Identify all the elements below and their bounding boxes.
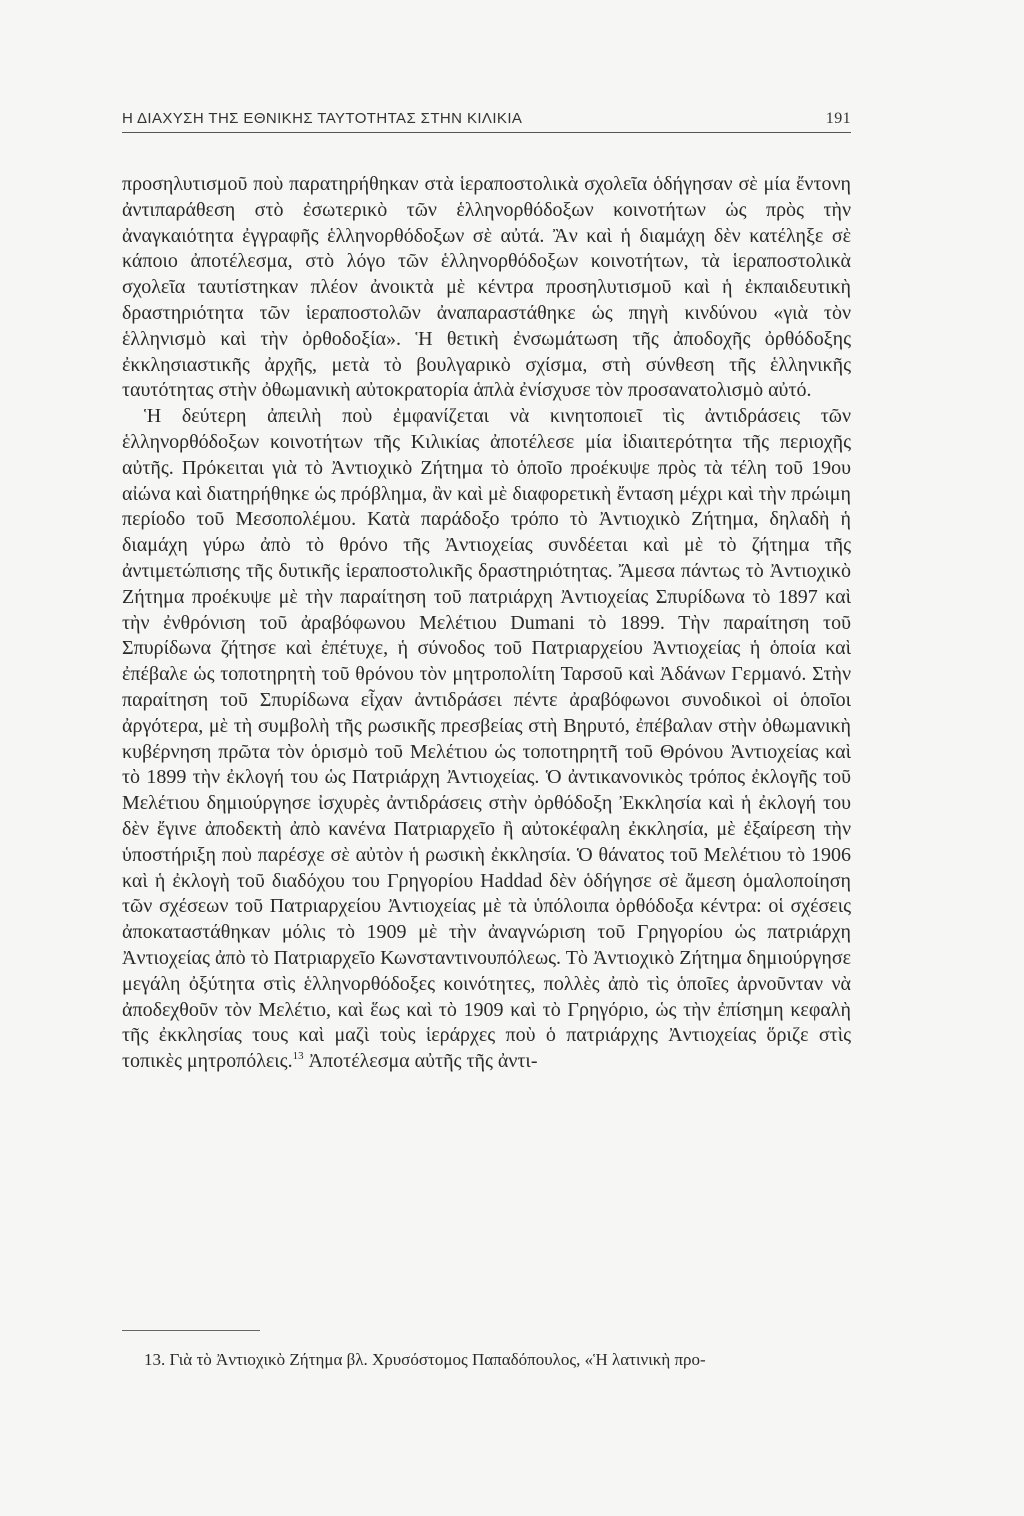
paragraph-text-tail: Ἀποτέλεσμα αὐτῆς τῆς ἀντι- [303, 1050, 538, 1073]
footnote-rule [122, 1330, 260, 1331]
header-rule [122, 132, 851, 133]
footnote-reference[interactable]: 13 [292, 1050, 304, 1063]
running-header [122, 106, 851, 132]
page-number: 191 [825, 110, 851, 127]
paragraph: προσηλυτισμοῦ ποὺ παρατηρήθηκαν στὰ ἱεραποστολικὰ σχολεῖα ὁδήγησαν σὲ μία ἔντονη ἀντιπαράθεση στὸ ἐσωτερικὸ τῶν ἑλληνορθόδοξων κοινοτήτων ὡς πρὸς τὴν ἀναγκαιότητα ἐγγραφῆς ἑλληνορθόδοξων σὲ αὐτά. Ἂν καὶ ἡ διαμάχη δὲν κατέληξε σὲ κάποιο ἀποτέλεσμα, στὸ λόγο τῶν ἑλληνορθόδοξων κοινοτήτων, τὰ ἱεραποστολικὰ σχολεῖα ταυτίστηκαν πλέον ἀνοικτὰ μὲ κέντρα προσηλυτισμοῦ καὶ ἡ ἐκπαιδευτικὴ δραστηριότητα τῶν ἱεραποστολῶν ἀναπαραστάθηκε ὡς πηγὴ κινδύνου «γιὰ τὸν ἑλληνισμὸ καὶ τὴν ὀρθοδοξία». Ἡ θετικὴ ἐνσωμάτωση τῆς ἀποδοχῆς ὀρθόδοξης ἐκκλησιαστικῆς ἀρχῆς, μετὰ τὸ βουλγαρικὸ σχίσμα, στὴ σύνθεση τῆς ἑλληνικῆς ταυτότητας στὴν ὀθωμανικὴ αὐτοκρατορία ἁπλὰ ἐνίσχυσε τὸν προσανατολισμὸ αὐτό. [122, 173, 851, 402]
paragraph [122, 404, 851, 1075]
paragraph-text: Ἡ δεύτερη ἀπειλὴ ποὺ ἐμφανίζεται νὰ κινητοποιεῖ τὶς ἀντιδράσεις τῶν ἑλληνορθόδοξων κοινοτήτων τῆς Κιλικίας ἀποτέλεσε μία ἰδιαιτερότητα τῆς περιοχῆς αὐτῆς. Πρόκειται γιὰ τὸ Ἀντιοχικὸ Ζήτημα τὸ ὁποῖο προέκυψε πρὸς τὰ τέλη τοῦ 19ου αἰώνα καὶ διατηρήθηκε ὡς πρόβλημα, ἂν καὶ μὲ διαφορετικὴ ἔνταση μέχρι καὶ τὴν πρώιμη περίοδο τοῦ Μεσοπολέμου. Κατὰ παράδοξο τρόπο τὸ Ἀντιοχικὸ Ζήτημα, δηλαδὴ ἡ διαμάχη γύρω ἀπὸ τὸ θρόνο τῆς Ἀντιοχείας συνδέεται καὶ μὲ τὸ ζήτημα τῆς ἀντιμετώπισης τῆς δυτικῆς ἱεραποστολικῆς δραστηριότητας. Ἄμεσα πάντως τὸ Ἀντιοχικὸ Ζήτημα προέκυψε μὲ τὴν παραίτηση τοῦ πατριάρχη Ἀντιοχείας Σπυρίδωνα τὸ 1897 καὶ τὴν ἐνθρόνιση τοῦ ἀραβόφωνου Μελέτιου Dumani τὸ 1899. Τὴν παραίτηση τοῦ Σπυρίδωνα ζήτησε καὶ ἐπέτυχε, ἡ σύνοδος τοῦ Πατριαρχείου Ἀντιοχείας ἡ ὁποία καὶ ἐπέβαλε ὡς τοποτηρητὴ τοῦ θρόνου τὸν μητροπολίτη Ταρσοῦ καὶ Ἀδάνων Γερμανό. Στὴν παραίτηση τοῦ Σπυρίδωνα εἶχαν ἀντιδράσει πέντε ἀραβόφωνοι συνοδικοὶ οἱ ὁποῖοι ἀργότερα, μὲ τὴ συμβολὴ τῆς ρωσικῆς πρεσβείας στὴ Βηρυτό, ἐπέβαλαν στὴν ὀθωμανικὴ κυβέρνηση πρῶτα τὸν ὁρισμὸ τοῦ Μελέτιου ὡς τοποτηρητῆ τοῦ Θρόνου Ἀντιοχείας καὶ τὸ 1899 τὴν ἐκλογή του ὡς Πατριάρχη Ἀντιοχείας. Ὁ ἀντικανονικὸς τρόπος ἐκλογῆς τοῦ Μελέτιου δημιούργησε ἰσχυρὲς ἀντιδράσεις στὴν ὀρθόδοξη Ἐκκλησία καὶ ἡ ἐκλογή του δὲν ἔγινε ἀποδεκτὴ ἀπὸ κανένα Πατριαρχεῖο ἢ αὐτοκέφαλη ἐκκλησία, μὲ ἐξαίρεση τὴν ὑποστήριξη ποὺ παρέσχε σὲ αὐτὸν ἡ ρωσικὴ ἐκκλησία. Ὁ θάνατος τοῦ Μελέτιου τὸ 1906 καὶ ἡ ἐκλογὴ τοῦ διαδόχου του Γρηγορίου Haddad δὲν ὁδήγησε σὲ ἄμεση ὁμαλοποίηση τῶν σχέσεων τοῦ Πατριαρχείου Ἀντιοχείας μὲ τὰ ὑπόλοιπα ὀρθόδοξα κέντρα: οἱ σχέσεις ἀποκαταστάθηκαν μόλις τὸ 1909 μὲ τὴν ἀναγνώριση τοῦ Γρηγορίου ὡς πατριάρχη Ἀντιοχείας ἀπὸ τὸ Πατριαρχεῖο Κωνσταντινουπόλεως. Τὸ Ἀντιοχικὸ Ζήτημα δημιούργησε μεγάλη ὀξύτητα στὶς ἑλληνορθόδοξες κοινότητες, πολλὲς ἀπὸ τὶς ὁποῖες ἀρνοῦνταν νὰ ἀποδεχθοῦν τὸν Μελέτιο, καὶ ἕως καὶ τὸ 1909 καὶ τὸ Γρηγόριο, ὡς τὴν ἐπίσημη κεφαλὴ τῆς ἐκκλησίας τους καὶ μαζὶ τοὺς ἱεράρχες ποὺ ὁ πατριάρχης Ἀντιοχείας ὅριζε στὶς τοπικὲς μητροπόλεις. [122, 405, 851, 1073]
running-title: Η ΔΙΑΧΥΣΗ ΤΗΣ ΕΘΝΙΚΗΣ ΤΑΥΤΟΤΗΤΑΣ ΣΤΗΝ ΚΙΛΙΚΙΑ [122, 110, 523, 127]
footnote: 13. Γιὰ τὸ Ἀντιοχικὸ Ζήτημα βλ. Χρυσόστομος Παπαδόπουλος, «Ἡ λατινικὴ προ- [144, 1350, 706, 1369]
main-text [122, 172, 851, 1075]
